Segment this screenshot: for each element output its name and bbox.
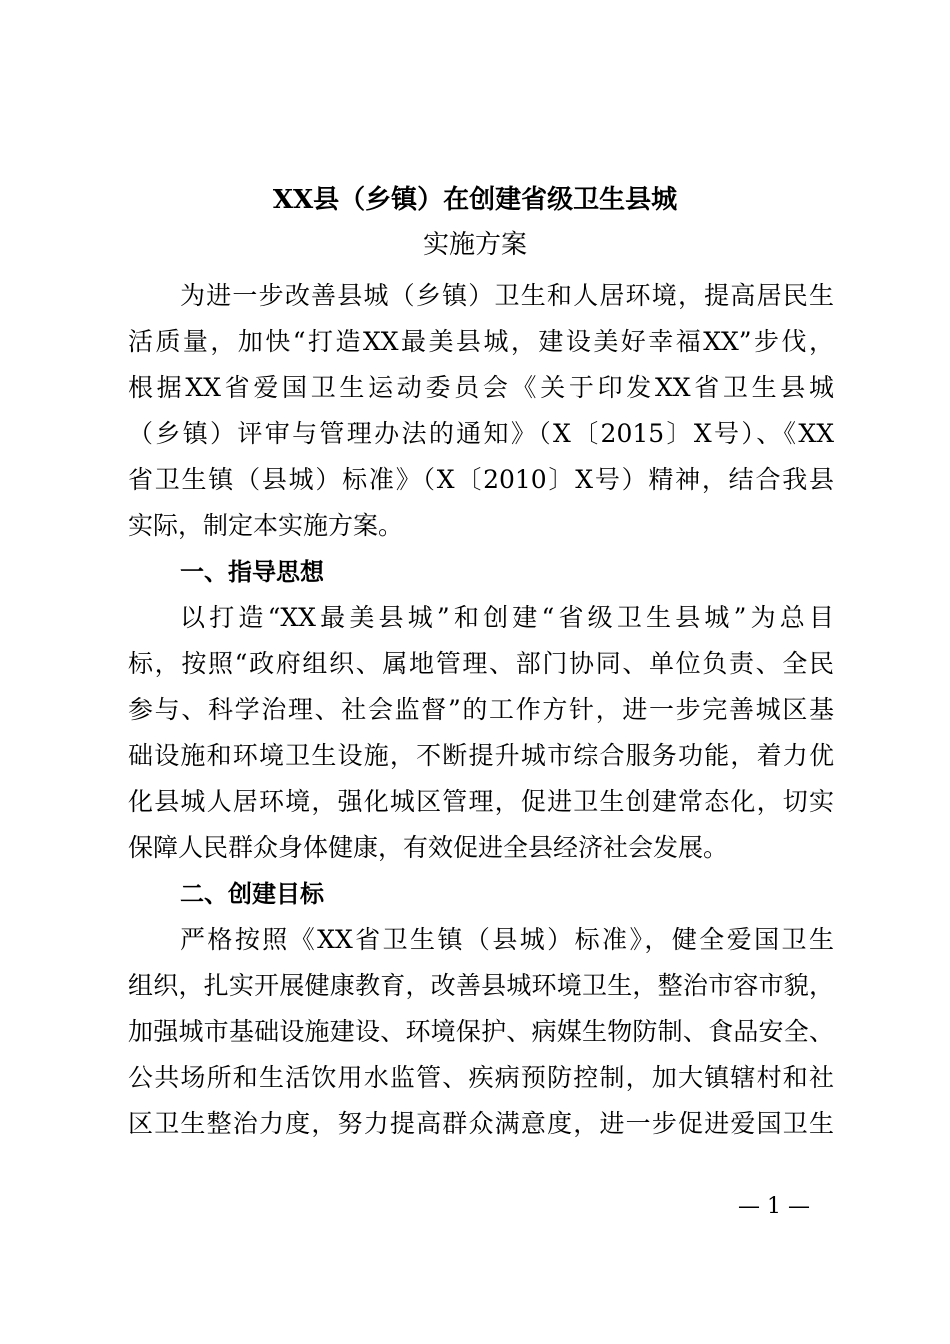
- section-heading-guiding-ideology: 一、指导思想: [180, 558, 324, 586]
- section1-paragraph-line: 化县城人居环境，强化城区管理，促进卫生创建常态化，切实: [128, 787, 834, 816]
- section2-paragraph-line: 组织，扎实开展健康教育，改善县城环境卫生，整治市容市貌，: [128, 971, 834, 1000]
- page-number: — 1 —: [738, 1194, 810, 1219]
- section1-paragraph-line: 保障人民群众身体健康，有效促进全县经济社会发展。: [128, 833, 729, 862]
- section1-paragraph-line: 础设施和环境卫生设施，不断提升城市综合服务功能，着力优: [128, 741, 834, 770]
- section1-paragraph-line: 以打造“XX最美县城”和创建“省级卫生县城”为总目: [180, 603, 834, 632]
- intro-paragraph-line: 实际，制定本实施方案。: [128, 511, 404, 540]
- intro-paragraph-line: （乡镇）评审与管理办法的通知》（X〔2015〕X号）、《XX: [128, 419, 834, 448]
- section2-paragraph-line: 加强城市基础设施建设、环境保护、病媒生物防制、食品安全、: [128, 1017, 834, 1046]
- section-heading-goals: 二、创建目标: [180, 880, 324, 908]
- section2-paragraph-line: 公共场所和生活饮用水监管、疾病预防控制，加大镇辖村和社: [128, 1063, 834, 1092]
- intro-paragraph-line: 为进一步改善县城（乡镇）卫生和人居环境，提高居民生: [180, 281, 834, 310]
- document-subtitle: 实施方案: [422, 230, 527, 260]
- intro-paragraph-line: 省卫生镇（县城）标准》（X〔2010〕X号）精神，结合我县: [128, 465, 834, 494]
- intro-paragraph-line: 根据XX省爱国卫生运动委员会《关于印发XX省卫生县城: [128, 373, 834, 402]
- section2-paragraph-line: 区卫生整治力度，努力提高群众满意度，进一步促进爱国卫生: [128, 1109, 834, 1138]
- intro-paragraph-line: 活质量，加快“打造XX最美县城，建设美好幸福XX”步伐，: [128, 327, 834, 356]
- section1-paragraph-line: 参与、科学治理、社会监督”的工作方针，进一步完善城区基: [128, 695, 834, 724]
- section1-paragraph-line: 标，按照“政府组织、属地管理、部门协同、单位负责、全民: [128, 649, 834, 678]
- document-title: XX县（乡镇）在创建省级卫生县城: [272, 185, 678, 215]
- section2-paragraph-line: 严格按照《XX省卫生镇（县城）标准》，健全爱国卫生: [180, 925, 834, 954]
